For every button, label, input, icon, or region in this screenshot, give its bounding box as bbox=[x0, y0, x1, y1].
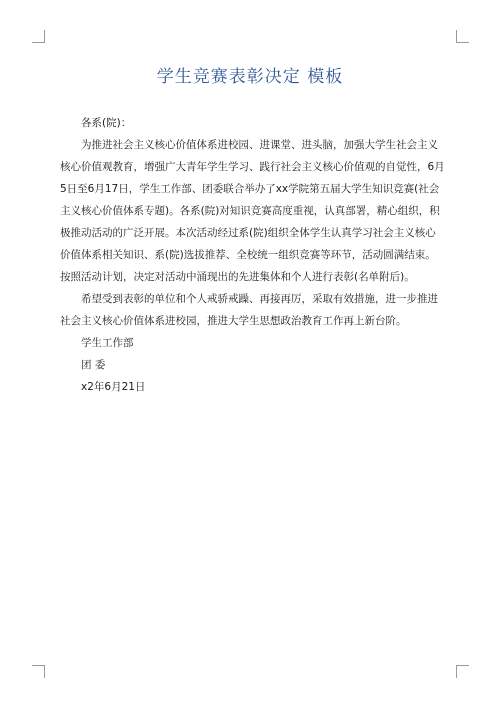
salutation: 各系(院)： bbox=[81, 117, 132, 129]
paragraph-2: 希望受到表彰的单位和个人戒骄戒躁、再接再厉，采取有效措施，进一步推进社会主义核心价值体系进校园，推进大学生思想政治教育工作再上新台阶。 bbox=[60, 293, 438, 327]
paragraph-1: 为推进社会主义核心价值体系进校园、进课堂、进头脑，加强大学生社会主义核心价值观教育，增强广大青年学生学习、践行社会主义核心价值观的自觉性，6月5日至6月17日，学生工作部、团委联合举办了xx学院第五届大学生知识竞赛(社会主义核心价值体系专题)。各系(院)对知识竞赛高度重视，认真部署，精心组织，积极推动活动的广泛开展。本次活动经过系(院)组织全体学生认真学习社会主义核心价值体系相关知识、系(院)选拔推荐、全校统一组织竞赛等环节，活动圆满结束。按照活动计划，决定对活动中涌现出的先进集体和个人进行表彰(名单附后)。 bbox=[60, 139, 445, 283]
crop-mark-top-right bbox=[456, 30, 469, 43]
crop-mark-bottom-left bbox=[32, 665, 45, 678]
signature-league: 团 委 bbox=[81, 359, 106, 371]
document-title: 学生竞赛表彰决定 模板 bbox=[156, 67, 344, 87]
document-date: x2年6月21日 bbox=[81, 381, 146, 393]
crop-mark-bottom-right bbox=[456, 665, 469, 678]
document-body bbox=[60, 112, 446, 398]
crop-mark-top-left bbox=[32, 30, 45, 43]
signature-dept: 学生工作部 bbox=[81, 337, 134, 349]
